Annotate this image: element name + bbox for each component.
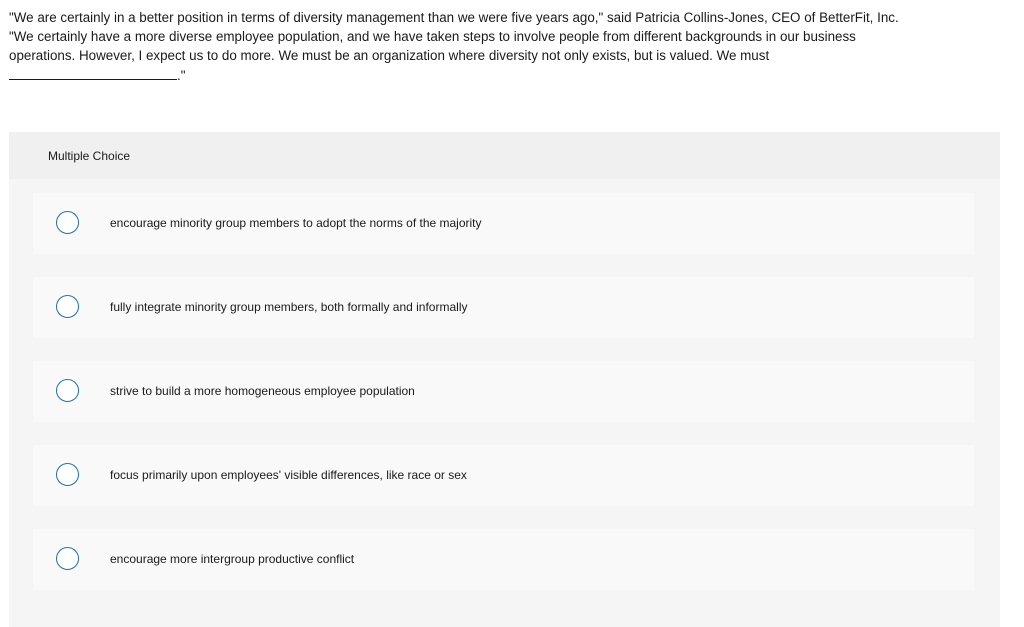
answer-option-label: fully integrate minority group members, both formally and informally <box>110 300 468 314</box>
question-text <box>9 8 1009 85</box>
radio-button-icon[interactable] <box>56 547 79 570</box>
radio-button-icon[interactable] <box>56 211 79 234</box>
answer-option[interactable] <box>33 529 974 590</box>
blank-suffix: ." <box>177 67 186 83</box>
radio-button-icon[interactable] <box>56 463 79 486</box>
answer-blank <box>9 67 177 80</box>
answer-option[interactable] <box>33 277 974 338</box>
question-line: "We are certainly in a better position in terms of diversity management than we were five years ago," said Patricia Collins-Jones, CEO of BetterFit, Inc. <box>9 10 899 25</box>
multiple-choice-title: Multiple Choice <box>48 149 131 163</box>
answer-option-label: encourage more intergroup productive conflict <box>110 552 355 566</box>
answer-options <box>33 193 974 613</box>
multiple-choice-panel <box>9 132 1000 627</box>
answer-option[interactable] <box>33 361 974 422</box>
multiple-choice-header <box>9 132 1000 179</box>
radio-button-icon[interactable] <box>56 295 79 318</box>
radio-button-icon[interactable] <box>56 379 79 402</box>
answer-option-label: strive to build a more homogeneous employee population <box>110 384 415 398</box>
question-line: operations. However, I expect us to do more. We must be an organization where diversity not only exists, but is valued. We must <box>9 48 770 64</box>
answer-option-label: encourage minority group members to adopt the norms of the majority <box>110 216 482 230</box>
answer-option[interactable] <box>33 445 974 506</box>
question-line: "We certainly have a more diverse employee population, and we have taken steps to involve people from different backgrounds in our business <box>9 29 856 45</box>
answer-option-label: focus primarily upon employees' visible differences, like race or sex <box>110 468 467 482</box>
answer-option[interactable] <box>33 193 974 254</box>
question-blank-line <box>9 66 1009 85</box>
